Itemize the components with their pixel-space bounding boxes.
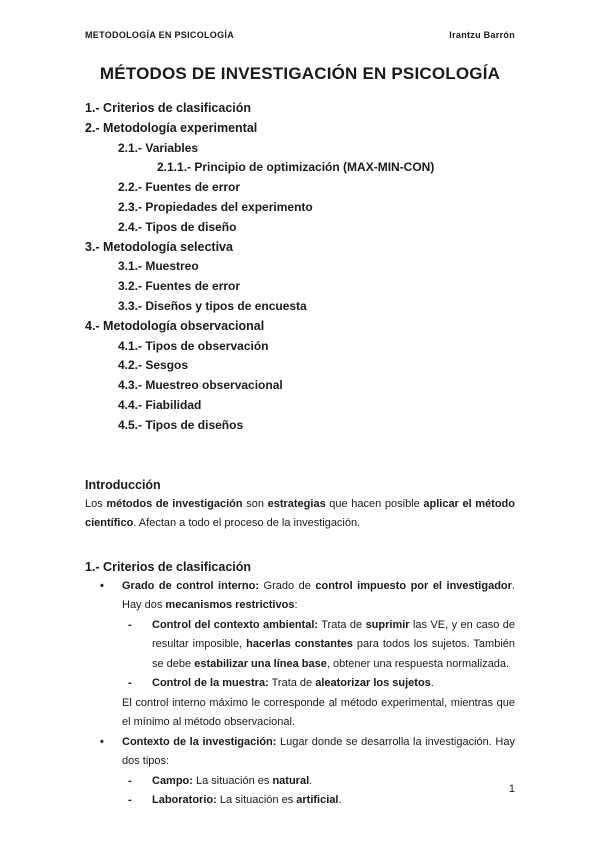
bullet-item <box>100 733 515 772</box>
bullet-marker: • <box>100 579 104 592</box>
toc-item: 2.1.- Variables <box>118 140 199 155</box>
paragraph: El control interno máximo le corresponde al método experimental, mientras que el mínimo al método observacional. <box>122 696 515 729</box>
dash-item <box>128 674 515 694</box>
toc-item: 4.2.- Sesgos <box>118 358 189 373</box>
toc-item: 2.3.- Propiedades del experimento <box>118 199 313 214</box>
list-item-text: Control de la muestra: Trata de aleatorizar los sujetos. <box>152 677 434 690</box>
toc-item: 2.1.1.- Principio de optimización (MAX-MIN-CON) <box>157 160 435 175</box>
document-header <box>85 30 515 40</box>
header-course-title: METODOLOGÍA EN PSICOLOGÍA <box>85 30 235 40</box>
header-author: Irantzu Barrón <box>449 30 515 40</box>
toc-item: 3.3.- Diseños y tipos de encuesta <box>118 298 307 313</box>
bullet-item <box>100 577 515 616</box>
toc-item: 4.4.- Fiabilidad <box>118 397 202 412</box>
toc-item: 2.- Metodología experimental <box>85 120 258 135</box>
toc-item: 3.1.- Muestreo <box>118 259 199 274</box>
bullet-marker: • <box>100 735 104 748</box>
list-item-text: Control del contexto ambiental: Trata de suprimir las VE, y en caso de resultar imposible, hacerlas constantes para todos los sujetos. También se debe estabilizar una línea base, obtener una respuesta normalizada. <box>152 618 515 670</box>
section-criterios-de-clasificacion <box>85 560 515 811</box>
toc-item: 3.2.- Fuentes de error <box>118 279 241 294</box>
list-item-text: Contexto de la investigación: Lugar donde se desarrolla la investigación. Hay dos tipos: <box>122 735 515 768</box>
document-body <box>85 478 515 811</box>
table-of-contents <box>85 99 515 436</box>
dash-item <box>128 772 515 792</box>
section-heading: Introducción <box>85 477 161 492</box>
section-heading: 1.- Criterios de clasificación <box>85 559 252 574</box>
document-title: MÉTODOS DE INVESTIGACIÓN EN PSICOLOGÍA <box>99 64 501 83</box>
dash-marker: - <box>128 618 132 631</box>
list-item-text: Grado de control interno: Grado de control impuesto por el investigador. Hay dos mecanismos restrictivos: <box>122 579 515 612</box>
dash-marker: - <box>128 677 132 690</box>
toc-item: 1.- Criterios de clasificación <box>85 101 252 115</box>
paragraph: Los métodos de investigación son estrategias que hacen posible aplicar el método científico. Afectan a todo el proceso de la investigación. <box>85 497 515 530</box>
page-number: 1 <box>508 783 515 795</box>
dash-item <box>128 616 515 675</box>
toc-item: 4.3.- Muestreo observacional <box>118 378 283 393</box>
dash-marker: - <box>128 794 132 807</box>
section-introduccion <box>85 478 515 534</box>
toc-item: 4.5.- Tipos de diseños <box>118 417 244 432</box>
dash-marker: - <box>128 774 132 787</box>
toc-item: 4.1.- Tipos de observación <box>118 338 269 353</box>
toc-item: 3.- Metodología selectiva <box>85 239 233 254</box>
list-item-text: Laboratorio: La situación es artificial. <box>152 794 342 807</box>
list-item-text: Campo: La situación es natural. <box>152 774 313 787</box>
dash-item <box>128 791 515 811</box>
toc-item: 2.4.- Tipos de diseño <box>118 219 237 234</box>
toc-item: 2.2.- Fuentes de error <box>118 180 241 195</box>
toc-item: 4.- Metodología observacional <box>85 318 265 333</box>
